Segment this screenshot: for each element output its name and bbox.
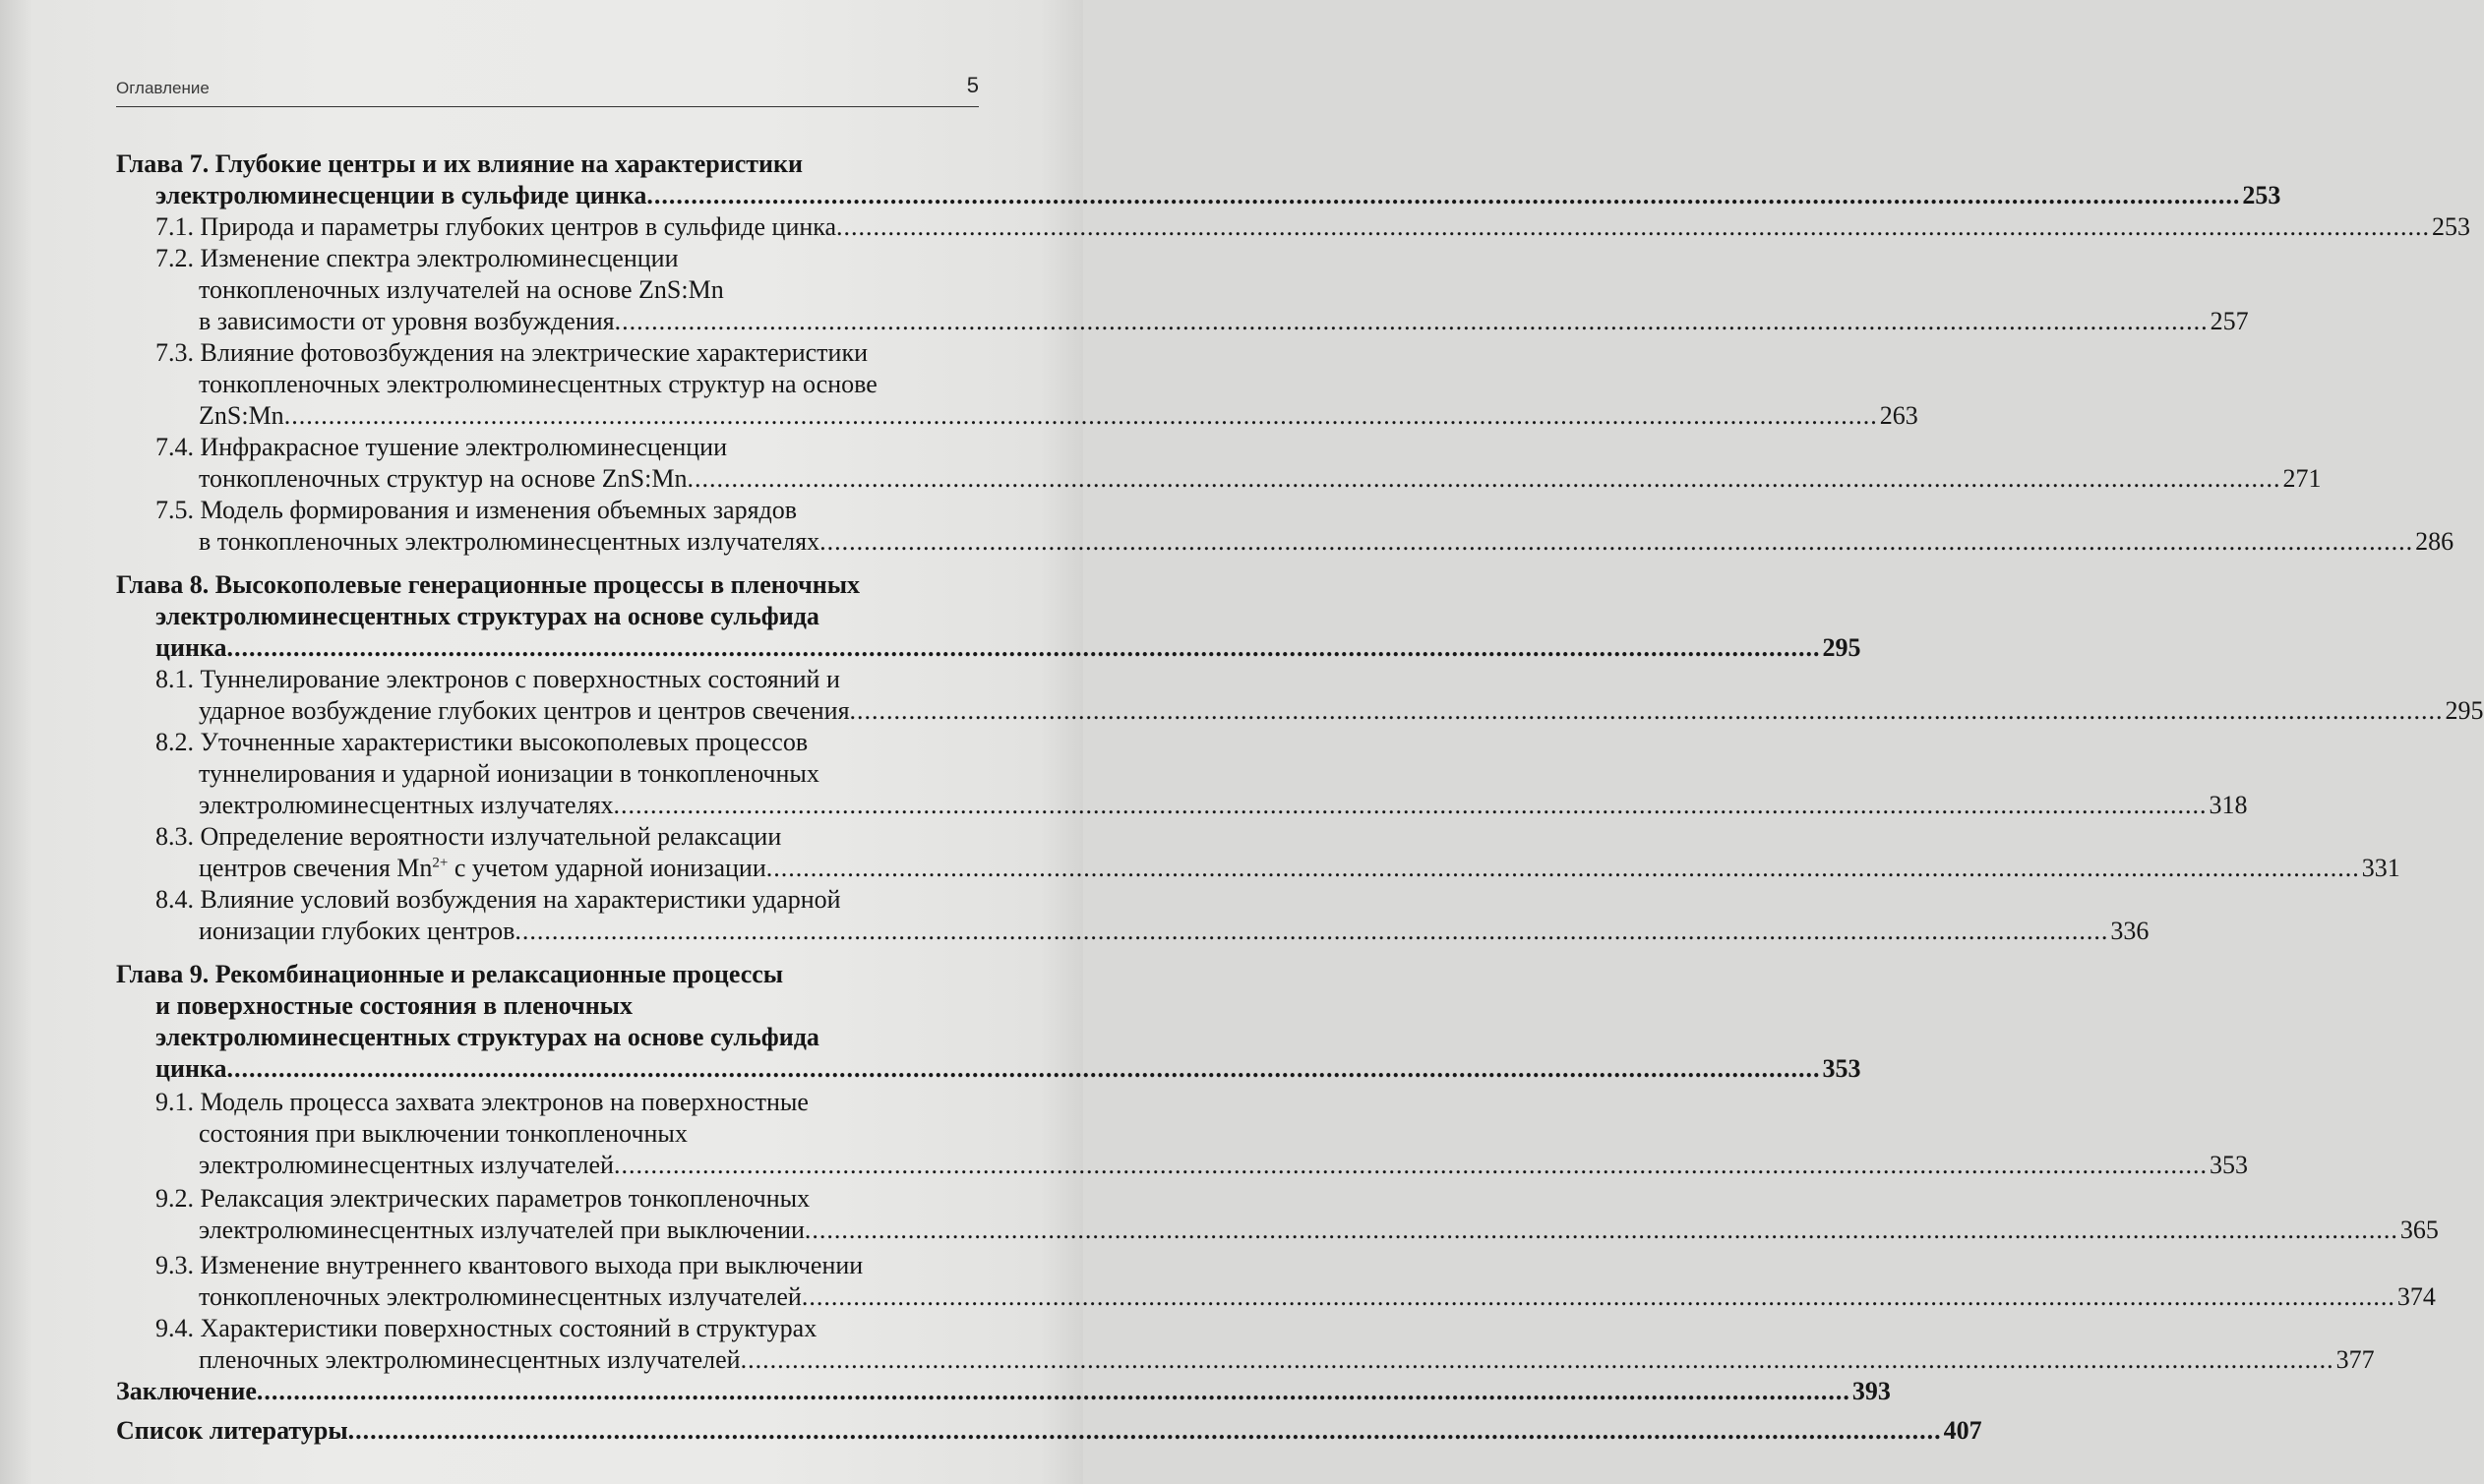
- dot-leader: [227, 631, 1821, 665]
- dot-leader: [646, 179, 2240, 212]
- toc-entry-text: 7.2. Изменение спектра электролюминесценции: [155, 244, 679, 272]
- toc-page-number: 393: [1851, 1377, 1891, 1405]
- toc-entry: [116, 958, 979, 991]
- toc-page-number: 353: [1822, 1054, 1861, 1083]
- toc-entry: [116, 431, 979, 464]
- toc-entry: [116, 1021, 979, 1054]
- dot-leader: [284, 399, 1878, 433]
- toc-entry-text: в тонкопленочных электролюминесцентных излучателях: [199, 527, 820, 556]
- toc-page-number: 257: [2210, 307, 2249, 335]
- dot-leader: [227, 1052, 1821, 1086]
- toc-page-number: 263: [1879, 401, 1918, 430]
- toc-entry-text: электролюминесцентных структурах на основе сульфида: [155, 1023, 819, 1051]
- toc-entry: [116, 1414, 1982, 1448]
- toc-entry-text: 7.1. Природа и параметры глубоких центров в сульфиде цинка: [155, 212, 837, 241]
- toc-entry: [116, 1249, 979, 1282]
- toc-entry-text: 8.3. Определение вероятности излучательной релаксации: [155, 822, 782, 851]
- toc-entry: [116, 852, 2400, 885]
- toc-entry-text: Заключение: [116, 1377, 257, 1405]
- toc-entry: [116, 525, 2454, 559]
- toc-entry-text: 9.2. Релаксация электрических параметров тонкопленочных: [155, 1184, 811, 1213]
- toc-entry: [116, 568, 979, 602]
- toc-entry: [116, 148, 979, 181]
- toc-page-number: 331: [2361, 854, 2400, 882]
- toc-page-number: 253: [2242, 181, 2281, 209]
- toc-entry: [116, 694, 2484, 728]
- toc-entry-text: в зависимости от уровня возбуждения: [199, 307, 615, 335]
- toc-entry-text: электролюминесценции в сульфиде цинка: [155, 181, 647, 209]
- toc-entry: [116, 726, 979, 759]
- toc-entry: [116, 883, 979, 917]
- dot-leader: [819, 525, 2413, 559]
- toc-entry-text: 8.1. Туннелирование электронов с поверхностных состояний и: [155, 665, 840, 693]
- toc-entry: [116, 273, 979, 307]
- toc-entry-text: состояния при выключении тонкопленочных: [199, 1119, 688, 1148]
- toc-entry-text: Глава 7. Глубокие центры и их влияние на характеристики: [116, 149, 803, 178]
- toc-entry: [116, 368, 979, 401]
- toc-entry: [116, 600, 979, 633]
- toc-entry-text: 9.1. Модель процесса захвата электронов на поверхностные: [155, 1088, 809, 1116]
- toc-entry-text: Глава 8. Высокополевые генерационные процессы в пленочных: [116, 570, 861, 599]
- toc-entry-text: тонкопленочных электролюминесцентных излучателей: [199, 1282, 802, 1311]
- toc-page-number: 286: [2415, 527, 2454, 556]
- dot-leader: [850, 694, 2444, 728]
- toc-entry: [116, 1182, 979, 1216]
- dot-leader: [805, 1214, 2398, 1247]
- toc-entry: [116, 1214, 2439, 1247]
- toc-page-number: 365: [2399, 1216, 2439, 1244]
- toc-entry-text: тонкопленочных излучателей на основе ZnS:Mn: [199, 275, 724, 304]
- toc-entry-text: туннелирования и ударной ионизации в тонкопленочных: [199, 759, 819, 788]
- toc-entry: [116, 915, 2150, 948]
- toc-entry-text: 9.3. Изменение внутреннего квантового выхода при выключении: [155, 1251, 864, 1279]
- toc-entry-text: тонкопленочных электролюминесцентных структур на основе: [199, 370, 878, 398]
- toc-entry-text: Глава 9. Рекомбинационные и релаксационные процессы: [116, 960, 784, 988]
- toc-entry-text: 8.2. Уточненные характеристики высокополевых процессов: [155, 728, 809, 756]
- toc-page-number: 377: [2335, 1345, 2375, 1374]
- dot-leader: [836, 210, 2430, 244]
- dot-leader: [615, 305, 2209, 338]
- toc-entry: [116, 663, 979, 696]
- toc-page-number: 271: [2282, 464, 2322, 493]
- toc-entry-text: электролюминесцентных структурах на основе сульфида: [155, 602, 819, 630]
- toc-entry-text-continued: с учетом ударной ионизации: [448, 854, 766, 882]
- dot-leader: [766, 852, 2360, 885]
- toc-entry: [116, 210, 2471, 244]
- dot-leader: [613, 789, 2207, 822]
- toc-entry-text: тонкопленочных структур на основе ZnS:Mn: [199, 464, 688, 493]
- toc-entry-text: 7.3. Влияние фотовозбуждения на электрические характеристики: [155, 338, 869, 367]
- toc-entry-text: электролюминесцентных излучателей при выключении: [199, 1216, 805, 1244]
- toc-entry-text: ударное возбуждение глубоких центров и центров свечения: [199, 696, 850, 725]
- running-header: [116, 73, 979, 107]
- toc-entry: [116, 820, 979, 854]
- toc-entry-text: центров свечения $Mn^{2+}$ с учетом ударной ионизации: [199, 854, 766, 882]
- toc-entry: [116, 1052, 1861, 1086]
- toc-entry-text: электролюминесцентных излучателях: [199, 791, 614, 819]
- toc-entry: [116, 494, 979, 527]
- toc-entry: [116, 1117, 979, 1151]
- toc-page-number: 295: [1822, 633, 1861, 662]
- toc-entry: [116, 1375, 1891, 1408]
- toc-entry-text: ионизации глубоких центров: [199, 917, 515, 945]
- toc-page-number: 336: [2110, 917, 2150, 945]
- toc-entry-text: и поверхностные состояния в пленочных: [155, 991, 633, 1020]
- toc-entry: [116, 242, 979, 275]
- toc-page-number: 318: [2209, 791, 2248, 819]
- toc-entry: [116, 399, 1918, 433]
- running-title: Оглавление: [116, 79, 210, 97]
- dot-leader: [257, 1375, 1850, 1408]
- toc-entry-text: цинка: [155, 1054, 227, 1083]
- toc-entry: [116, 305, 2249, 338]
- toc-page-number: 353: [2209, 1151, 2248, 1179]
- toc-entry: [116, 989, 979, 1023]
- toc-entry: [116, 1149, 2248, 1182]
- toc-page-number: 253: [2432, 212, 2471, 241]
- toc-page-number: 374: [2396, 1282, 2436, 1311]
- toc-entry: [116, 1312, 979, 1345]
- toc-entry-text: 7.4. Инфракрасное тушение электролюминесценции: [155, 433, 728, 461]
- toc-entry: [116, 336, 979, 370]
- toc-entry: [116, 1280, 2436, 1314]
- toc-entry-text: электролюминесцентных излучателей: [199, 1151, 614, 1179]
- toc-entry: [116, 757, 979, 791]
- toc-entry: [116, 789, 2248, 822]
- toc-entry-text: 9.4. Характеристики поверхностных состояний в структурах: [155, 1314, 818, 1342]
- toc-entry-text: ZnS:Mn: [199, 401, 284, 430]
- dot-leader: [515, 915, 2108, 948]
- toc-entry: [116, 1343, 2375, 1377]
- dot-leader: [802, 1280, 2395, 1314]
- toc-entry-text: цинка: [155, 633, 227, 662]
- toc-page-number: 407: [1943, 1416, 1982, 1445]
- dot-leader: [348, 1414, 1942, 1448]
- page-number: 5: [966, 73, 979, 97]
- toc-entry: [116, 631, 1861, 665]
- toc-entry-superscript: 2+: [432, 855, 449, 871]
- toc-entry-text: 8.4. Влияние условий возбуждения на характеристики ударной: [155, 885, 841, 914]
- toc-entry: [116, 462, 2322, 496]
- dot-leader: [614, 1149, 2208, 1182]
- toc-entry: [116, 179, 2281, 212]
- dot-leader: [741, 1343, 2334, 1377]
- toc-entry-text: пленочных электролюминесцентных излучателей: [199, 1345, 741, 1374]
- toc-entry-text: 7.5. Модель формирования и изменения объемных зарядов: [155, 496, 798, 524]
- toc-entry: [116, 1086, 979, 1119]
- toc-entry-text: Список литературы: [116, 1416, 348, 1445]
- toc-page-number: 295: [2445, 696, 2484, 725]
- dot-leader: [687, 462, 2280, 496]
